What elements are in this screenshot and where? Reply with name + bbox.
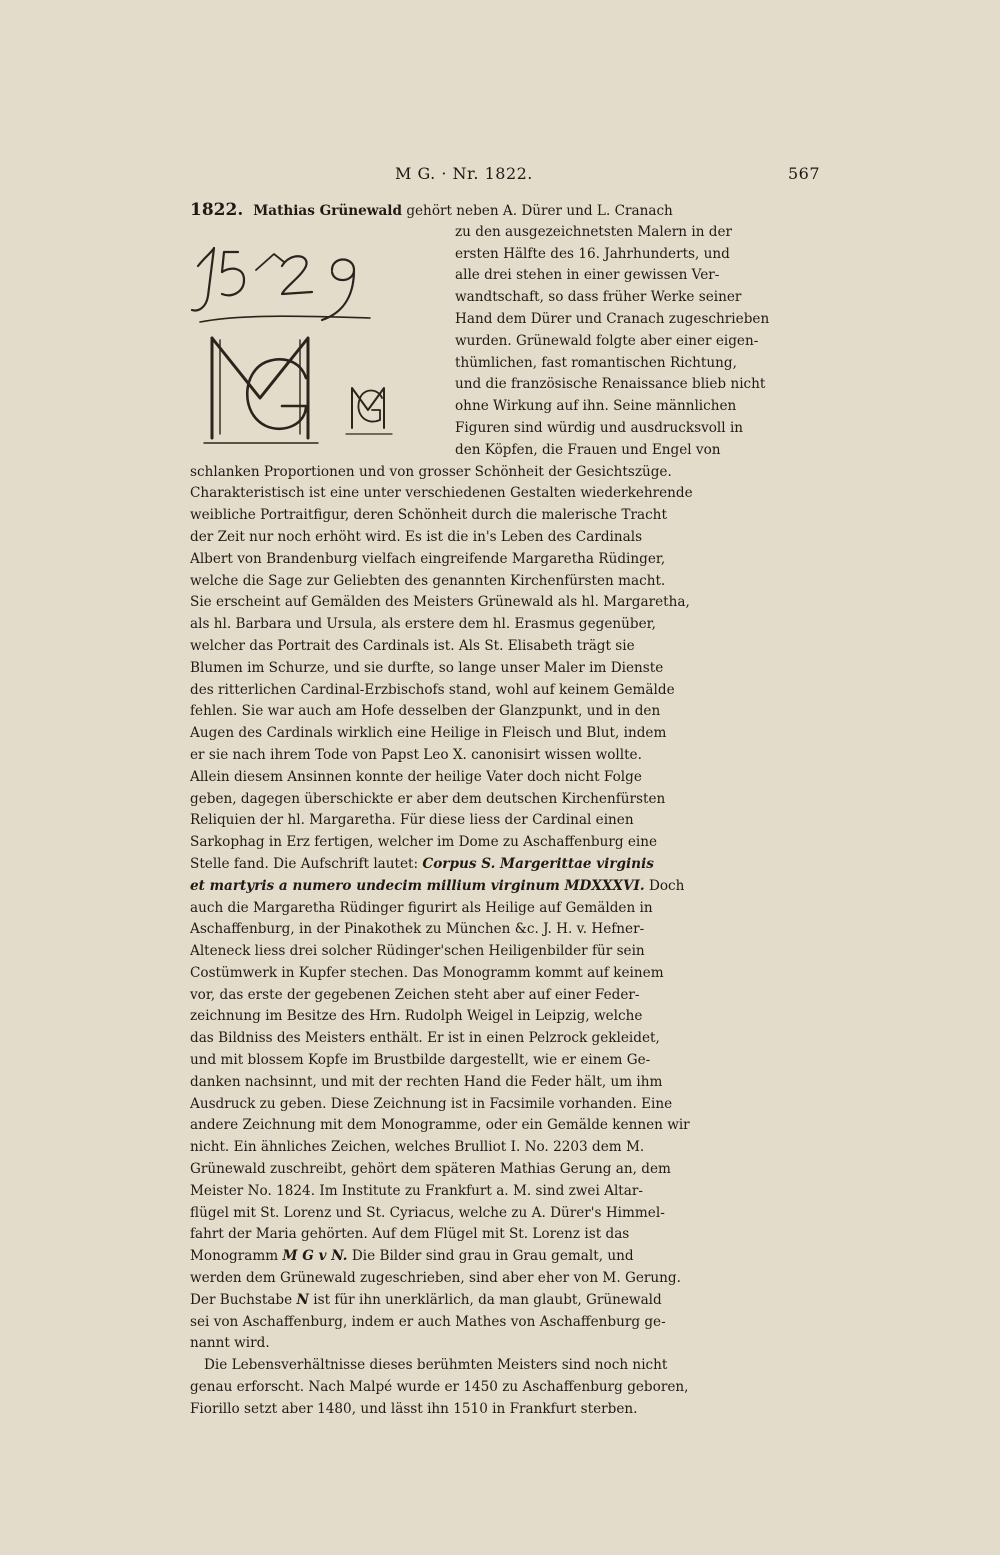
text-line: gehört neben A. Dürer und L. Cranach — [406, 203, 673, 219]
text-line: ersten Hälfte des 16. Jahrhunderts, und — [455, 245, 730, 262]
text-line: des ritterlichen Cardinal-Erzbischofs stand, wohl auf keinem Gemälde — [190, 681, 675, 698]
text-line: fehlen. Sie war auch am Hofe desselben der Glanzpunkt, und in den — [190, 703, 661, 720]
running-head: M G. · Nr. 1822. — [395, 164, 533, 183]
text-line: werden dem Grünewald zugeschrieben, sind aber eher von M. Gerung. — [190, 1270, 681, 1287]
text-line: der Zeit nur noch erhöht wird. Es ist die in's Leben des Cardinals — [190, 528, 643, 545]
text-line: Sie erscheint auf Gemälden des Meisters Grünewald als hl. Margaretha, — [190, 594, 690, 611]
letter-mark: N — [296, 1291, 309, 1308]
text-line: nannt wird. — [190, 1335, 270, 1352]
text-line: wandtschaft, so dass früher Werke seiner — [455, 289, 742, 306]
text-line: fahrt der Maria gehörten. Auf dem Flügel mit St. Lorenz ist das — [190, 1226, 630, 1243]
text-line: Fiorillo setzt aber 1480, und lässt ihn 1510 in Frankfurt sterben. — [190, 1400, 638, 1417]
text-line: das Bildniss des Meisters enthält. Er ist in einen Pelzrock gekleidet, — [190, 1030, 660, 1047]
text-line: schlanken Proportionen und von grosser Schönheit der Gesichtszüge. — [190, 463, 672, 480]
text-line: sei von Aschaffenburg, indem er auch Mathes von Aschaffenburg ge- — [190, 1313, 666, 1330]
text-line: Stelle fand. Die Aufschrift lautet: — [190, 855, 419, 872]
text-line: Allein diesem Ansinnen konnte der heilige Vater doch nicht Folge — [190, 768, 642, 785]
text-line: Die Lebensverhältnisse dieses berühmten Meisters sind noch nicht — [204, 1357, 668, 1374]
text-line: den Köpfen, die Frauen und Engel von — [455, 441, 721, 458]
text-line: alle drei stehen in einer gewissen Ver- — [455, 267, 720, 284]
text-line: weibliche Portraitfigur, deren Schönheit durch die malerische Tracht — [190, 507, 667, 524]
text-line: Aschaffenburg, in der Pinakothek zu München &c. J. H. v. Hefner- — [190, 921, 645, 938]
text-line: geben, dagegen überschickte er aber dem deutschen Kirchenfürsten — [190, 790, 666, 807]
page-number: 567 — [787, 164, 820, 183]
text-line: Figuren sind würdig und ausdrucksvoll in — [455, 419, 744, 436]
text-line: Alteneck liess drei solcher Rüdinger'schen Heiligenbilder für sein — [190, 943, 645, 960]
text-line: Ausdruck zu geben. Diese Zeichnung ist in Facsimile vorhanden. Eine — [190, 1095, 673, 1112]
text-line: ist für ihn unerklärlich, da man glaubt, Grünewald — [313, 1291, 662, 1308]
text-line: andere Zeichnung mit dem Monogramme, oder ein Gemälde kennen wir — [190, 1117, 690, 1134]
text-line: zeichnung im Besitze des Hrn. Rudolph Weigel in Leipzig, welche — [190, 1008, 643, 1025]
text-line: auch die Margaretha Rüdinger figurirt als Heilige auf Gemälden in — [190, 899, 653, 916]
text-line: Meister No. 1824. Im Institute zu Frankfurt a. M. sind zwei Altar- — [190, 1182, 643, 1199]
text-line: Reliquien der hl. Margaretha. Für diese liess der Cardinal einen — [190, 812, 634, 829]
text-line: ohne Wirkung auf ihn. Seine männlichen — [455, 398, 737, 415]
text-line: Charakteristisch ist eine unter verschiedenen Gestalten wiederkehrende — [190, 485, 693, 502]
text-line: Monogramm — [190, 1248, 279, 1265]
text-line: Der Buchstabe — [190, 1291, 293, 1308]
text-line: als hl. Barbara und Ursula, als erstere dem hl. Erasmus gegenüber, — [190, 616, 656, 633]
text-line: thümlichen, fast romantischen Richtung, — [455, 354, 737, 371]
text-line: nicht. Ein ähnliches Zeichen, welches Brulliot I. No. 2203 dem M. — [190, 1139, 645, 1156]
monogram-mark: M G v N. — [282, 1248, 348, 1265]
text-line: Costümwerk in Kupfer stechen. Das Monogramm kommt auf keinem — [190, 964, 664, 981]
text-line: Blumen im Schurze, und sie durfte, so lange unser Maler im Dienste — [190, 659, 664, 676]
text-line: Grünewald zuschreibt, gehört dem späteren Mathias Gerung an, dem — [190, 1161, 671, 1178]
text-line: genau erforscht. Nach Malpé wurde er 1450 zu Aschaffenburg geboren, — [190, 1379, 689, 1396]
text-line: Sarkophag in Erz fertigen, welcher im Dome zu Aschaffenburg eine — [190, 834, 658, 851]
text-line: Doch — [648, 877, 685, 894]
inscription-text: Corpus S. Margerittae virginis — [422, 855, 654, 872]
entry-number: 1822. — [190, 200, 244, 220]
entry-name: Mathias Grünewald — [253, 203, 402, 219]
text-line: zu den ausgezeichnetsten Malern in der — [455, 223, 733, 240]
page-header — [190, 164, 820, 194]
text-line: danken nachsinnt, und mit der rechten Hand die Feder hält, um ihm — [190, 1073, 663, 1090]
text-line: Augen des Cardinals wirklich eine Heilige in Fleisch und Blut, indem — [190, 725, 667, 742]
text-line: welche die Sage zur Geliebten des genannten Kirchenfürsten macht. — [190, 572, 666, 589]
text-line: Die Bilder sind grau in Grau gemalt, und — [351, 1248, 634, 1265]
text-line: Hand dem Dürer und Cranach zugeschrieben — [455, 310, 770, 327]
text-line: er sie nach ihrem Tode von Papst Leo X. canonisirt wissen wollte. — [190, 746, 642, 763]
text-line: wurden. Grünewald folgte aber einer eigen- — [455, 332, 759, 349]
body-text — [190, 200, 820, 1421]
text-line: Albert von Brandenburg vielfach eingreifende Margaretha Rüdinger, — [190, 550, 666, 567]
text-line: und die französische Renaissance blieb nicht — [455, 376, 766, 393]
text-line: und mit blossem Kopfe im Brustbilde dargestellt, wie er einem Ge- — [190, 1052, 651, 1069]
text-line: vor, das erste der gegebenen Zeichen steht aber auf einer Feder- — [190, 986, 640, 1003]
inscription-text: et martyris a numero undecim millium virginum MDXXXVI. — [190, 877, 645, 894]
text-line: welcher das Portrait des Cardinals ist. Als St. Elisabeth trägt sie — [190, 637, 635, 654]
text-line: flügel mit St. Lorenz und St. Cyriacus, welche zu A. Dürer's Himmel- — [190, 1204, 665, 1221]
